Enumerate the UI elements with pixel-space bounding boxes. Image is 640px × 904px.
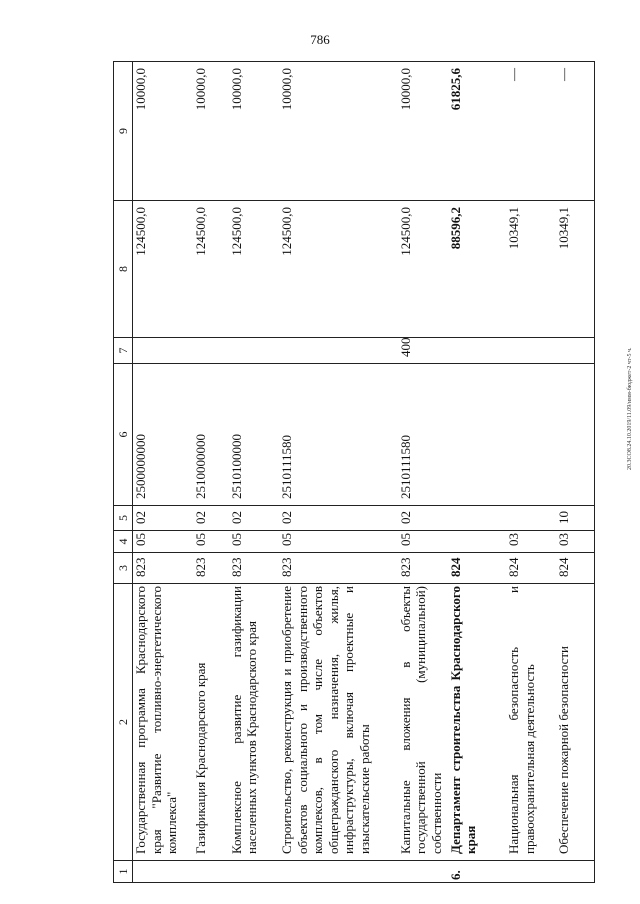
section-code: 05 <box>133 531 193 553</box>
target-article-code: 2510000000 <box>193 364 229 506</box>
amount-2020: 124500,0 <box>398 201 448 338</box>
row-number: 6. <box>448 861 506 883</box>
amount-2020: 124500,0 <box>229 201 279 338</box>
table-row <box>279 62 398 883</box>
table-row <box>133 62 193 883</box>
amount-2021: 10000,0 <box>229 62 279 201</box>
amount-2020: 124500,0 <box>193 201 229 338</box>
section-code: 05 <box>279 531 398 553</box>
section-code: 05 <box>229 531 279 553</box>
amount-2020: 10349,1 <box>556 201 594 338</box>
budget-table <box>113 61 595 883</box>
budget-table-rotated <box>113 62 595 883</box>
section-code: 05 <box>193 531 229 553</box>
row-number <box>556 861 594 883</box>
header-cell: 5 <box>114 506 133 531</box>
page-number: 786 <box>310 32 330 47</box>
header-cell: 9 <box>114 62 133 201</box>
row-name: Строительство, реконструкция и приобретение объектов социального и производственного комплексов, в том числе объектов общегражданского назначения, жилья, инфраструктуры, включая проектные и изыскательские работы <box>279 584 398 861</box>
ministry-code: 823 <box>398 553 448 584</box>
header-row <box>114 62 133 883</box>
target-article-code: 2510111580 <box>279 364 398 506</box>
expense-type-code <box>506 338 556 364</box>
ministry-code: 823 <box>133 553 193 584</box>
expense-type-code <box>133 338 193 364</box>
subsection-code: 02 <box>133 506 193 531</box>
amount-2020: 10349,1 <box>506 201 556 338</box>
row-number <box>506 861 556 883</box>
amount-2020: 88596,2 <box>448 201 506 338</box>
ministry-code: 823 <box>193 553 229 584</box>
row-number <box>133 861 193 883</box>
row-name: Обеспечение пожарной безопасности <box>556 584 594 861</box>
expense-type-code <box>193 338 229 364</box>
row-name: Комплексное развитие газификации населенных пунктов Краснодарского края <box>229 584 279 861</box>
expense-type-code <box>229 338 279 364</box>
table-row <box>193 62 229 883</box>
header-cell: 4 <box>114 531 133 553</box>
ministry-code: 823 <box>279 553 398 584</box>
row-name: Государственная программа Краснодарского края "Развитие топливно-энергетического комплекса" <box>133 584 193 861</box>
section-code <box>448 531 506 553</box>
target-article-code <box>448 364 506 506</box>
row-name: Капитальные вложения в объекты государственной (муниципальной) собственности <box>398 584 448 861</box>
ministry-code: 823 <box>229 553 279 584</box>
amount-2021: 10000,0 <box>193 62 229 201</box>
table-row <box>506 62 556 883</box>
target-article-code: 2500000000 <box>133 364 193 506</box>
table-row <box>448 62 506 883</box>
subsection-code <box>448 506 506 531</box>
row-number <box>398 861 448 883</box>
subsection-code: 02 <box>229 506 279 531</box>
amount-2021: 10000,0 <box>398 62 448 201</box>
amount-2021: 10000,0 <box>133 62 193 201</box>
header-cell: 1 <box>114 861 133 883</box>
header-cell: 3 <box>114 553 133 584</box>
subsection-code: 02 <box>279 506 398 531</box>
target-article-code <box>556 364 594 506</box>
section-code: 03 <box>506 531 556 553</box>
target-article-code <box>506 364 556 506</box>
ministry-code: 824 <box>556 553 594 584</box>
side-margin-code: 20.3CО8.24.10.2019/11.09/имм-бюджет-2 чт-5 ч. <box>627 347 633 470</box>
row-number <box>279 861 398 883</box>
ministry-code: 824 <box>506 553 556 584</box>
section-code: 03 <box>556 531 594 553</box>
table-row <box>398 62 448 883</box>
subsection-code: 02 <box>193 506 229 531</box>
row-number <box>229 861 279 883</box>
subsection-code: 02 <box>398 506 448 531</box>
expense-type-code: 400 <box>398 338 448 364</box>
expense-type-code <box>556 338 594 364</box>
ministry-code: 824 <box>448 553 506 584</box>
header-cell: 7 <box>114 338 133 364</box>
header-cell: 6 <box>114 364 133 506</box>
amount-2021: — <box>556 62 594 201</box>
header-cell: 2 <box>114 584 133 861</box>
subsection-code <box>506 506 556 531</box>
row-number <box>193 861 229 883</box>
row-name: Департамент строительства Краснодарского края <box>448 584 506 861</box>
row-name: Национальная безопасность и правоохранительная деятельность <box>506 584 556 861</box>
amount-2021: — <box>506 62 556 201</box>
target-article-code: 2510111580 <box>398 364 448 506</box>
header-cell: 8 <box>114 201 133 338</box>
amount-2020: 124500,0 <box>279 201 398 338</box>
row-name: Газификация Краснодарского края <box>193 584 229 861</box>
target-article-code: 2510100000 <box>229 364 279 506</box>
table-row <box>229 62 279 883</box>
amount-2020: 124500,0 <box>133 201 193 338</box>
expense-type-code <box>448 338 506 364</box>
table-row <box>556 62 594 883</box>
expense-type-code <box>279 338 398 364</box>
section-code: 05 <box>398 531 448 553</box>
subsection-code: 10 <box>556 506 594 531</box>
amount-2021: 61825,6 <box>448 62 506 201</box>
amount-2021: 10000,0 <box>279 62 398 201</box>
